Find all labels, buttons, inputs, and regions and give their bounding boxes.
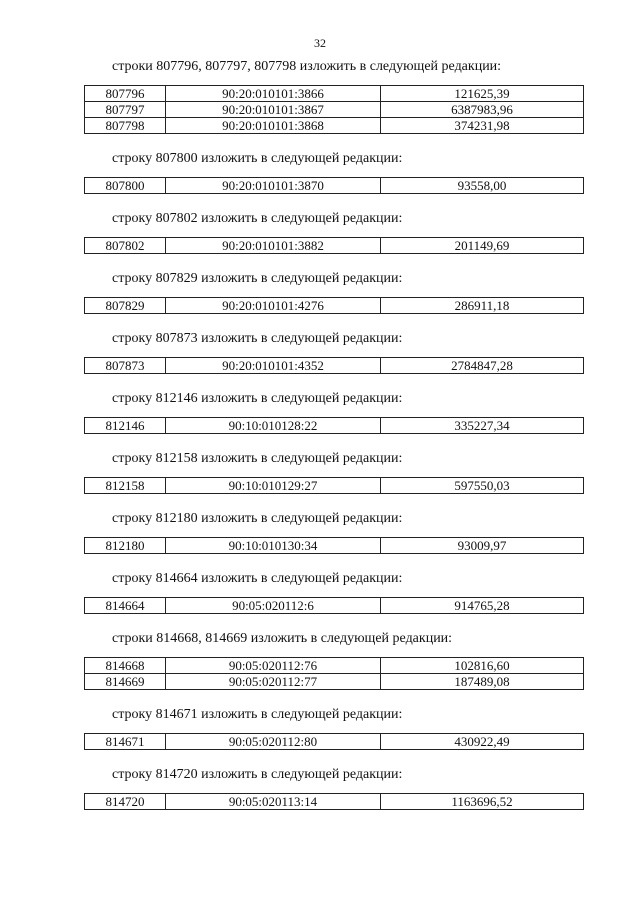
- record-table: [84, 297, 584, 314]
- amendment-instruction: строку 807829 изложить в следующей редакции:: [112, 271, 403, 286]
- record-table: [84, 477, 584, 494]
- record-number-cell: 807802: [85, 238, 166, 254]
- amendment-instruction: строку 814671 изложить в следующей редакции:: [112, 707, 403, 722]
- record-number-cell: 814668: [85, 658, 166, 674]
- value-cell: 335227,34: [381, 418, 584, 434]
- table-row: [85, 86, 584, 102]
- value-cell: 430922,49: [381, 734, 584, 750]
- record-table: [84, 417, 584, 434]
- record-table: [84, 357, 584, 374]
- record-number-cell: 807797: [85, 102, 166, 118]
- record-number-cell: 814671: [85, 734, 166, 750]
- cadastral-number-cell: 90:20:010101:3868: [166, 118, 381, 134]
- cadastral-number-cell: 90:10:010130:34: [166, 538, 381, 554]
- cadastral-number-cell: 90:20:010101:4276: [166, 298, 381, 314]
- record-table: [84, 793, 584, 810]
- record-number-cell: 807800: [85, 178, 166, 194]
- amendment-instruction: строку 814720 изложить в следующей редакции:: [112, 767, 403, 782]
- record-table: [84, 177, 584, 194]
- value-cell: 93009,97: [381, 538, 584, 554]
- value-cell: 286911,18: [381, 298, 584, 314]
- table-row: [85, 238, 584, 254]
- cadastral-number-cell: 90:10:010129:27: [166, 478, 381, 494]
- value-cell: 102816,60: [381, 658, 584, 674]
- table-row: [85, 102, 584, 118]
- table-row: [85, 478, 584, 494]
- table-row: [85, 118, 584, 134]
- cadastral-number-cell: 90:05:020113:14: [166, 794, 381, 810]
- record-number-cell: 807873: [85, 358, 166, 374]
- record-number-cell: 814669: [85, 674, 166, 690]
- value-cell: 121625,39: [381, 86, 584, 102]
- cadastral-number-cell: 90:10:010128:22: [166, 418, 381, 434]
- page-number: 32: [314, 36, 326, 50]
- amendment-instruction: строки 807796, 807797, 807798 изложить в следующей редакции:: [112, 59, 502, 74]
- value-cell: 374231,98: [381, 118, 584, 134]
- record-table: [84, 597, 584, 614]
- table-row: [85, 658, 584, 674]
- amendment-instruction: строку 807873 изложить в следующей редакции:: [112, 331, 403, 346]
- cadastral-number-cell: 90:05:020112:76: [166, 658, 381, 674]
- table-row: [85, 734, 584, 750]
- record-number-cell: 807829: [85, 298, 166, 314]
- amendment-instruction: строку 807802 изложить в следующей редакции:: [112, 211, 403, 226]
- record-number-cell: 807796: [85, 86, 166, 102]
- table-row: [85, 298, 584, 314]
- value-cell: 187489,08: [381, 674, 584, 690]
- value-cell: 201149,69: [381, 238, 584, 254]
- value-cell: 597550,03: [381, 478, 584, 494]
- record-table: [84, 85, 584, 134]
- record-number-cell: 814664: [85, 598, 166, 614]
- record-table: [84, 537, 584, 554]
- table-row: [85, 794, 584, 810]
- table-row: [85, 178, 584, 194]
- table-row: [85, 418, 584, 434]
- table-row: [85, 674, 584, 690]
- record-table: [84, 657, 584, 690]
- record-table: [84, 237, 584, 254]
- amendment-instruction: строку 812180 изложить в следующей редакции:: [112, 511, 403, 526]
- amendment-instruction: строку 807800 изложить в следующей редакции:: [112, 151, 403, 166]
- value-cell: 1163696,52: [381, 794, 584, 810]
- value-cell: 2784847,28: [381, 358, 584, 374]
- table-row: [85, 358, 584, 374]
- cadastral-number-cell: 90:20:010101:4352: [166, 358, 381, 374]
- record-number-cell: 812180: [85, 538, 166, 554]
- value-cell: 6387983,96: [381, 102, 584, 118]
- record-number-cell: 814720: [85, 794, 166, 810]
- record-number-cell: 807798: [85, 118, 166, 134]
- cadastral-number-cell: 90:20:010101:3866: [166, 86, 381, 102]
- record-number-cell: 812158: [85, 478, 166, 494]
- cadastral-number-cell: 90:05:020112:80: [166, 734, 381, 750]
- cadastral-number-cell: 90:05:020112:6: [166, 598, 381, 614]
- amendment-instruction: строку 812146 изложить в следующей редакции:: [112, 391, 403, 406]
- amendment-instruction: строку 812158 изложить в следующей редакции:: [112, 451, 403, 466]
- value-cell: 914765,28: [381, 598, 584, 614]
- document-body: [84, 58, 584, 826]
- amendment-instruction: строки 814668, 814669 изложить в следующей редакции:: [112, 631, 453, 646]
- table-row: [85, 538, 584, 554]
- value-cell: 93558,00: [381, 178, 584, 194]
- record-number-cell: 812146: [85, 418, 166, 434]
- amendment-instruction: строку 814664 изложить в следующей редакции:: [112, 571, 403, 586]
- record-table: [84, 733, 584, 750]
- cadastral-number-cell: 90:20:010101:3867: [166, 102, 381, 118]
- table-row: [85, 598, 584, 614]
- cadastral-number-cell: 90:05:020112:77: [166, 674, 381, 690]
- cadastral-number-cell: 90:20:010101:3870: [166, 178, 381, 194]
- cadastral-number-cell: 90:20:010101:3882: [166, 238, 381, 254]
